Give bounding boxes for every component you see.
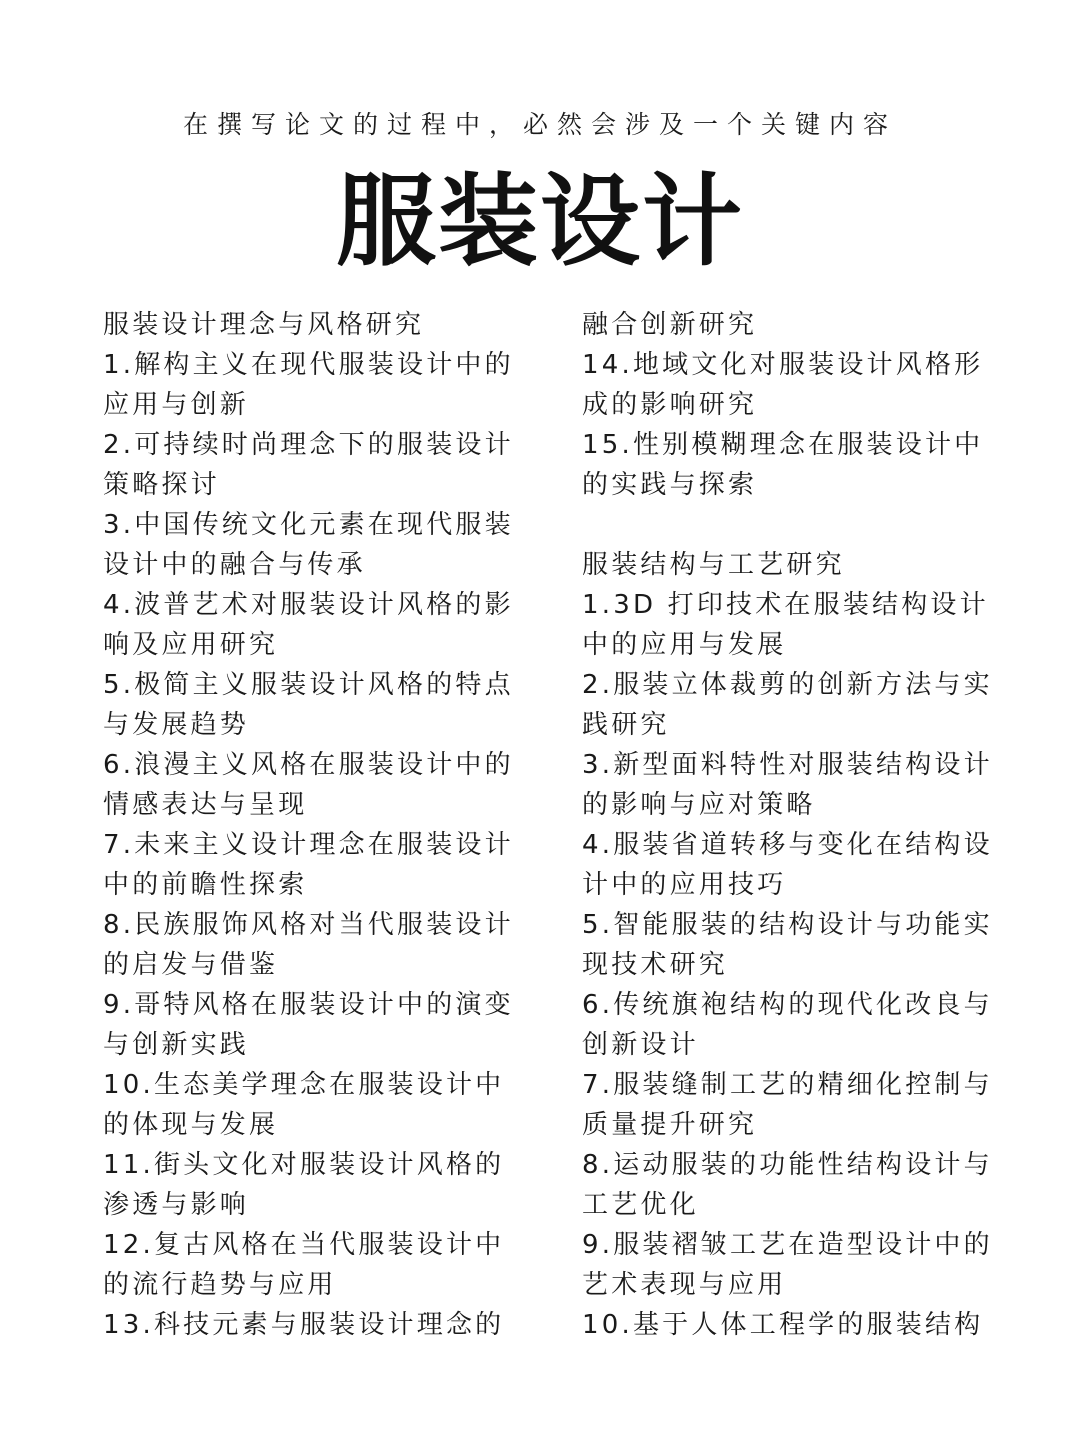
right-column — [582, 305, 1052, 1345]
list-item-line: 的体现与发展 — [103, 1110, 279, 1140]
list-item-line: 的流行趋势与应用 — [103, 1270, 337, 1300]
list-item-line: 成的影响研究 — [582, 390, 758, 420]
list-item-line: 6.传统旗袍结构的现代化改良与 — [582, 990, 993, 1020]
list-item-line: 3.新型面料特性对服装结构设计 — [582, 750, 993, 780]
list-item-line: 的启发与借鉴 — [103, 950, 279, 980]
list-item-line: 策略探讨 — [103, 470, 220, 500]
list-item-line: 融合创新研究 — [582, 310, 758, 340]
list-item-line: 艺术表现与应用 — [582, 1270, 787, 1300]
list-item-line: 计中的应用技巧 — [582, 870, 787, 900]
list-item-line: 6.浪漫主义风格在服装设计中的 — [103, 750, 514, 780]
list-item-line: 响及应用研究 — [103, 630, 279, 660]
list-item-line: 中的前瞻性探索 — [103, 870, 308, 900]
list-item-line: 13.科技元素与服装设计理念的 — [103, 1310, 505, 1340]
list-item-line: 8.运动服装的功能性结构设计与 — [582, 1150, 993, 1180]
list-item-line: 7.服装缝制工艺的精细化控制与 — [582, 1070, 993, 1100]
list-item-line: 1.3D 打印技术在服装结构设计 — [582, 590, 989, 620]
list-item-line: 8.民族服饰风格对当代服装设计 — [103, 910, 514, 940]
list-item-line: 9.哥特风格在服装设计中的演变 — [103, 990, 514, 1020]
list-item-line: 的实践与探索 — [582, 470, 758, 500]
section-heading-structure-craft: 服装结构与工艺研究 — [582, 550, 845, 580]
list-item-line: 14.地域文化对服装设计风格形 — [582, 350, 984, 380]
list-item-line: 4.波普艺术对服装设计风格的影 — [103, 590, 514, 620]
list-item-line: 4.服装省道转移与变化在结构设 — [582, 830, 993, 860]
list-item-line: 质量提升研究 — [582, 1110, 758, 1140]
list-item-line: 5.智能服装的结构设计与功能实 — [582, 910, 993, 940]
list-item-line: 的影响与应对策略 — [582, 790, 816, 820]
list-item-line: 创新设计 — [582, 1030, 699, 1060]
list-item-line: 15.性别模糊理念在服装设计中 — [582, 430, 984, 460]
list-item-line: 情感表达与呈现 — [103, 790, 308, 820]
list-item-line: 2.可持续时尚理念下的服装设计 — [103, 430, 514, 460]
list-item-line: 9.服装褶皱工艺在造型设计中的 — [582, 1230, 993, 1260]
list-item-line: 与创新实践 — [103, 1030, 250, 1060]
list-item-line: 7.未来主义设计理念在服装设计 — [103, 830, 514, 860]
list-item-line: 2.服装立体裁剪的创新方法与实 — [582, 670, 993, 700]
section-spacer — [582, 505, 1052, 545]
list-item-line: 12.复古风格在当代服装设计中 — [103, 1230, 505, 1260]
section-heading-design-concept: 服装设计理念与风格研究 — [103, 310, 425, 340]
list-item-line: 设计中的融合与传承 — [103, 550, 366, 580]
list-item-line: 践研究 — [582, 710, 670, 740]
page-subtitle: 在撰写论文的过程中，必然会涉及一个关键内容 — [182, 110, 897, 139]
list-item-line: 1.解构主义在现代服装设计中的 — [103, 350, 514, 380]
list-item-line: 与发展趋势 — [103, 710, 250, 740]
page-title: 服装设计 — [336, 163, 744, 280]
list-item-line: 10.基于人体工程学的服装结构 — [582, 1310, 984, 1340]
list-item-line: 5.极简主义服装设计风格的特点 — [103, 670, 514, 700]
list-item-line: 3.中国传统文化元素在现代服装 — [103, 510, 514, 540]
list-item-line: 现技术研究 — [582, 950, 729, 980]
list-item-line: 10.生态美学理念在服装设计中 — [103, 1070, 505, 1100]
list-item-line: 11.街头文化对服装设计风格的 — [103, 1150, 505, 1180]
list-item-line: 渗透与影响 — [103, 1190, 250, 1220]
list-item-line: 中的应用与发展 — [582, 630, 787, 660]
list-item-line: 工艺优化 — [582, 1190, 699, 1220]
list-item-line: 应用与创新 — [103, 390, 250, 420]
left-column — [103, 305, 553, 1345]
